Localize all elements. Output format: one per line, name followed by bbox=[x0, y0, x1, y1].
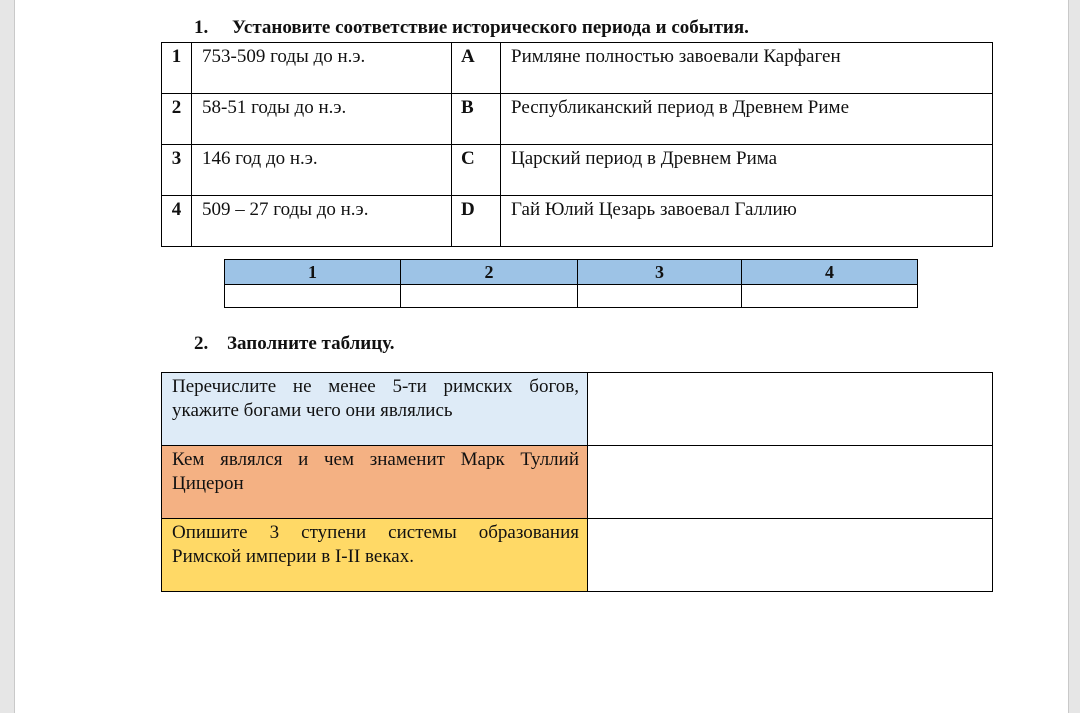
matching-table bbox=[161, 42, 993, 247]
matching-row bbox=[162, 145, 993, 196]
answer-cell-4[interactable] bbox=[742, 285, 918, 308]
matching-row bbox=[162, 94, 993, 145]
answer-grid bbox=[224, 259, 918, 308]
matching-row bbox=[162, 196, 993, 247]
event-letter: B bbox=[452, 94, 501, 145]
question-1-number: 1. bbox=[194, 17, 209, 38]
page-frame-left bbox=[0, 0, 15, 713]
period-cell: 146 год до н.э. bbox=[192, 145, 452, 196]
answer-header-2: 2 bbox=[401, 260, 578, 285]
event-cell: Царский период в Древнем Рима bbox=[501, 145, 993, 196]
page-frame-right bbox=[1068, 0, 1080, 713]
event-cell: Республиканский период в Древнем Риме bbox=[501, 94, 993, 145]
answer-header-1: 1 bbox=[225, 260, 401, 285]
row-number: 1 bbox=[162, 43, 192, 94]
fill-row-cicero bbox=[162, 446, 993, 519]
fill-row-gods bbox=[162, 373, 993, 446]
prompt-cell: Опишите 3 ступени системы образования Римской империи в I-II веках. bbox=[162, 519, 588, 592]
response-cell[interactable] bbox=[588, 446, 993, 519]
answer-cell-1[interactable] bbox=[225, 285, 401, 308]
question-2-heading bbox=[194, 333, 395, 355]
prompt-cell: Перечислите не менее 5-ти римских богов, укажите богами чего они являлись bbox=[162, 373, 588, 446]
prompt-cell: Кем являлся и чем знаменит Марк Туллий Цицерон bbox=[162, 446, 588, 519]
period-cell: 58-51 годы до н.э. bbox=[192, 94, 452, 145]
period-cell: 753-509 годы до н.э. bbox=[192, 43, 452, 94]
answer-cell-3[interactable] bbox=[578, 285, 742, 308]
event-letter: A bbox=[452, 43, 501, 94]
answer-header-4: 4 bbox=[742, 260, 918, 285]
fill-row-education bbox=[162, 519, 993, 592]
row-number: 2 bbox=[162, 94, 192, 145]
response-cell[interactable] bbox=[588, 519, 993, 592]
response-cell[interactable] bbox=[588, 373, 993, 446]
row-number: 3 bbox=[162, 145, 192, 196]
event-letter: D bbox=[452, 196, 501, 247]
answer-input-row bbox=[225, 285, 918, 308]
period-cell: 509 – 27 годы до н.э. bbox=[192, 196, 452, 247]
answer-header-3: 3 bbox=[578, 260, 742, 285]
answer-header-row bbox=[225, 260, 918, 285]
question-2-number: 2. bbox=[194, 333, 209, 354]
row-number: 4 bbox=[162, 196, 192, 247]
event-cell: Римляне полностью завоевали Карфаген bbox=[501, 43, 993, 94]
answer-cell-2[interactable] bbox=[401, 285, 578, 308]
event-cell: Гай Юлий Цезарь завоевал Галлию bbox=[501, 196, 993, 247]
event-letter: C bbox=[452, 145, 501, 196]
question-1-heading bbox=[194, 17, 749, 39]
question-1-title: Установите соответствие исторического периода и события. bbox=[232, 17, 749, 38]
matching-row bbox=[162, 43, 993, 94]
fill-in-table bbox=[161, 372, 993, 592]
question-2-title: Заполните таблицу. bbox=[227, 333, 395, 354]
